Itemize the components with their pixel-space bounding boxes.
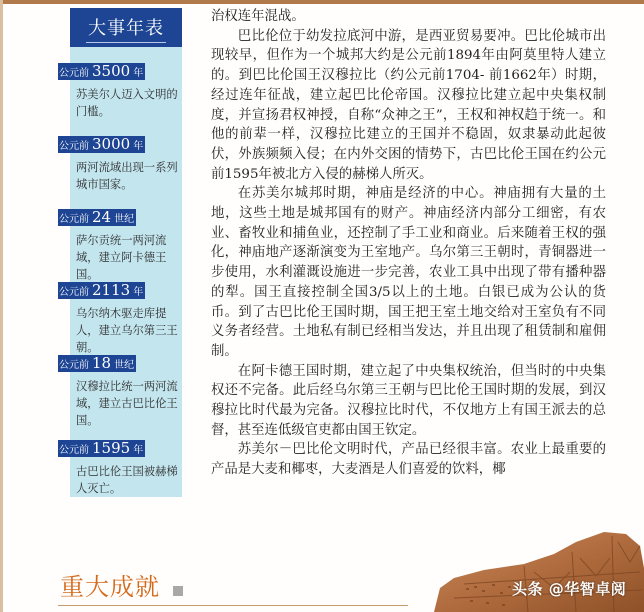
event-date-prefix: 公元前 — [59, 287, 89, 298]
section-marker-square-icon — [173, 586, 183, 596]
timeline-header — [70, 8, 182, 47]
event-description: 乌尔纳木驱走库提人，建立乌尔第三王朝。 — [76, 307, 178, 354]
event-date-label — [58, 355, 136, 372]
event-date-number: 3000 — [92, 135, 131, 153]
event-date-number: 2113 — [92, 281, 131, 299]
article-paragraph: 在苏美尔城邦时期，神庙是经济的中心。神庙拥有大量的土地，这些土地是城邦国有的财产。神庙经济内部分工细密，有农业、畜牧业和捕鱼业，还控制了手工业和商业。后来随着王权的强化，神庙地产逐渐演变为王室地产。乌尔第三王朝时，青铜器进一步使用，水利灌溉设施进一步完善，农业工具中出现了带有播种器的犁。国王直接控制全国3/5以上的土地。白银已成为公认的货币。到了古巴比伦王国时期，国王把王室土地交给对王室负有不同义务者经营。土地私有制已经相当发达，并且出现了租赁制和雇佣制。 — [211, 186, 606, 359]
event-date-unit: 年 — [133, 445, 144, 456]
article-paragraph: 巴比伦位于幼发拉底河中游，是西亚贸易要冲。巴比伦城市出现较早，但作为一个城邦大约是公元前1894年由阿莫里特人建立的。到巴比伦国王汉穆拉比（约公元前1704- 前1662年）时期，经过连年征战，建立起巴比伦帝国。汉穆拉比建立起中央集权制度，并宣扬君权神授，自称“众神之王”，王权和神权趋于统一。和他的前辈一样，汉穆拉比建立的王国并不稳固，奴隶暴动此起彼伏，外族频频入侵；在内外交困的情势下，古巴比伦王国在约公元前1595年被北方入侵的赫梯人所灭。 — [211, 28, 606, 182]
event-date-label — [58, 282, 145, 299]
timeline-event — [58, 207, 182, 283]
event-date-label — [58, 63, 145, 80]
event-date-label — [58, 440, 145, 457]
event-description: 萨尔贡统一两河流域，建立阿卡德王国。 — [76, 234, 167, 281]
timeline-event — [58, 353, 182, 429]
event-date-number: 1595 — [92, 439, 131, 457]
event-date-unit: 世纪 — [114, 214, 135, 225]
event-date-prefix: 公元前 — [59, 445, 89, 456]
section-divider — [58, 605, 408, 606]
event-description: 苏美尔人迈入文明的门槛。 — [76, 88, 178, 118]
timeline-event — [58, 134, 182, 193]
event-description: 古巴比伦王国被赫梯人灭亡。 — [76, 465, 178, 495]
watermark-text: 头条 @华智卓阅 — [512, 580, 627, 598]
timeline-event — [58, 438, 182, 497]
event-date-unit: 年 — [133, 141, 144, 152]
event-date-number: 3500 — [92, 62, 131, 80]
event-date-prefix: 公元前 — [59, 68, 89, 79]
event-date-unit: 世纪 — [114, 360, 135, 371]
event-date-prefix: 公元前 — [59, 141, 89, 152]
event-date-prefix: 公元前 — [59, 214, 89, 225]
article-body — [211, 7, 606, 480]
section-heading: 重大成就 — [60, 573, 160, 601]
article-paragraph: 苏美尔－巴比伦文明时代，产品已经很丰富。农业上最重要的产品是大麦和椰枣，大麦酒是人们喜爱的饮料，椰 — [211, 442, 606, 478]
timeline-event — [58, 61, 182, 120]
event-date-unit: 年 — [133, 68, 144, 79]
article-paragraph: 在阿卡德王国时期，建立起了中央集权统治，但当时的中央集权还不完备。此后经乌尔第三王朝与巴比伦王国时期的发展，到汉穆拉比时代最为完备。汉穆拉比时代，不仅地方上有国王派去的总督，甚至连低级官吏都由国王钦定。 — [211, 363, 606, 438]
event-date-unit: 年 — [133, 287, 144, 298]
event-date-number: 18 — [92, 354, 112, 372]
event-date-number: 24 — [92, 208, 112, 226]
clay-tablet-image — [404, 528, 644, 612]
event-date-prefix: 公元前 — [59, 360, 89, 371]
event-description: 两河流域出现一系列城市国家。 — [76, 161, 178, 191]
timeline-title-underline — [86, 42, 166, 43]
timeline-event — [58, 280, 182, 356]
event-description: 汉穆拉比统一两河流域，建立古巴比伦王国。 — [76, 380, 178, 427]
timeline-title: 大事年表 — [88, 18, 164, 39]
article-paragraph: 治权连年混战。 — [211, 9, 305, 24]
event-date-label — [58, 136, 145, 153]
event-date-label — [58, 209, 136, 226]
